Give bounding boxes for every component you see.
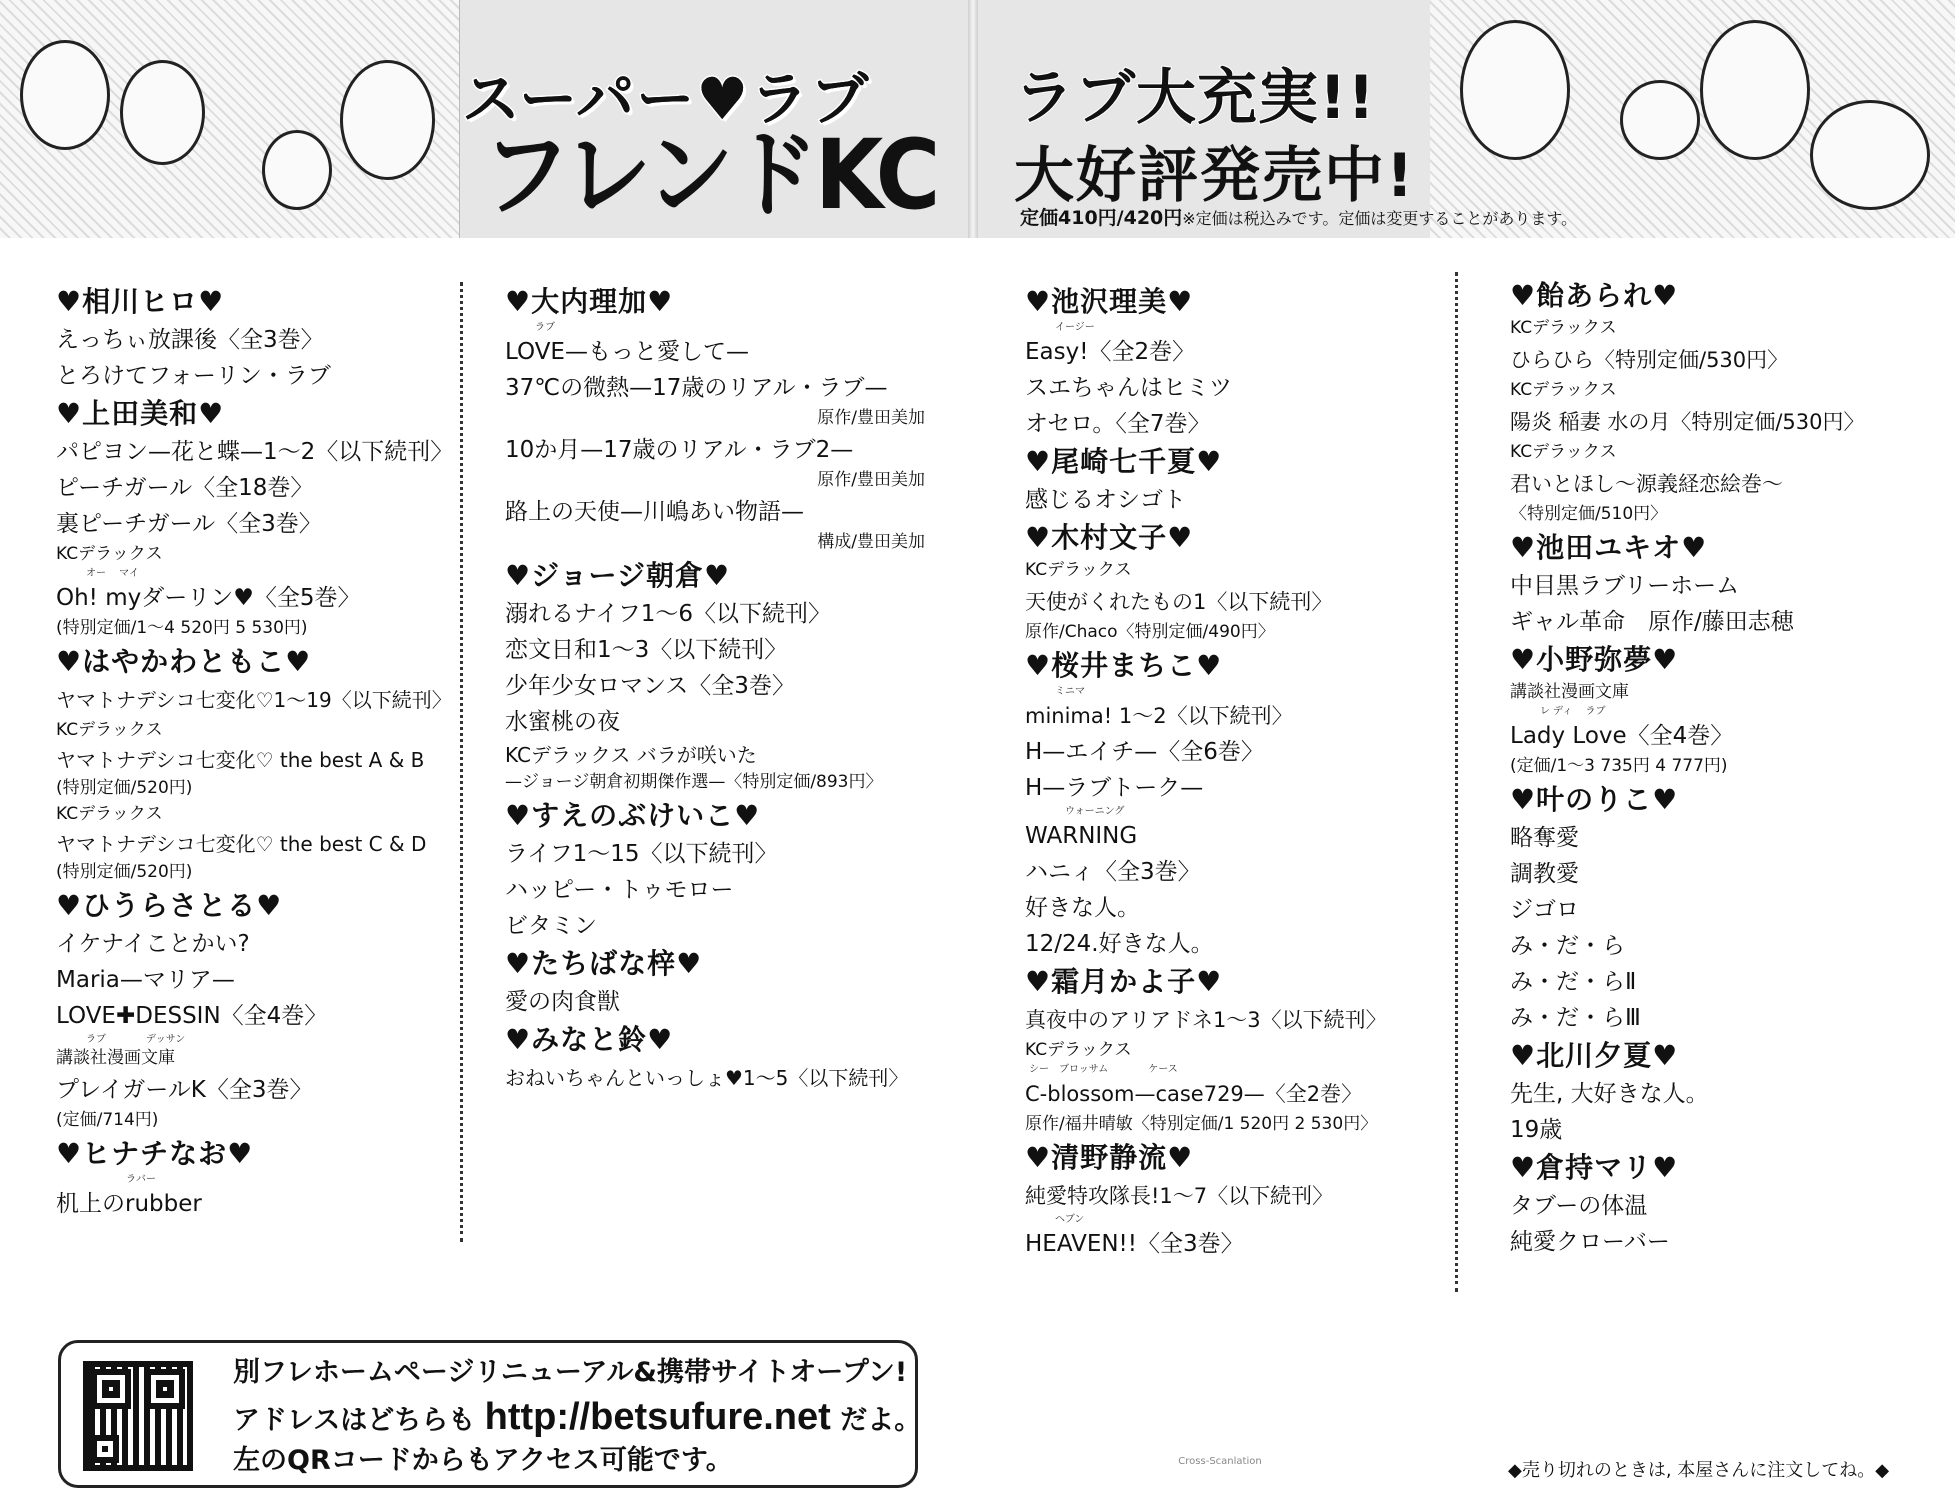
book-title: 天使がくれたもの1〈以下続刊〉 [1025,590,1333,614]
book-title: 水蜜桃の夜 [505,709,620,735]
address-suffix: だよ。 [840,1405,922,1436]
logo-line2: フレンドKC [482,119,937,231]
imprint-label: KCデラックス [1510,318,1617,338]
book-title: C-blossom—case729—〈全2巻〉 [1025,1082,1363,1106]
column-2 [505,282,945,1096]
qr-access-note: 左のQRコードからもアクセス可能です。 [233,1445,733,1476]
book-title: イケナイことかい? [56,931,250,957]
author-heading: ♥ひうらさとる♥ [56,889,283,922]
author-heading: ♥飴あられ♥ [1510,279,1679,312]
author-heading: ♥尾崎七千夏♥ [1025,445,1223,478]
book-title: 真夜中のアリアドネ1〜3〈以下続刊〉 [1025,1008,1387,1032]
credit-line: 原作/豊田美加 [817,408,925,428]
ruby-reading: ミニマ [1055,686,1085,697]
book-title: WARNING [1025,823,1138,849]
author-heading: ♥すえのぶけいこ♥ [505,799,761,832]
book-title: 感じるオシゴト [1025,487,1186,513]
book-title: ハッピー・トゥモロー [505,877,734,903]
cat-illustration [1810,100,1930,210]
book-title: 中目黒ラブリーホーム [1510,573,1740,599]
book-title: 純愛クローバー [1510,1229,1670,1255]
series-logo [462,52,937,232]
author-heading: ♥池田ユキオ♥ [1510,531,1708,564]
character-face [20,40,110,150]
price-info: (定価/714円) [56,1110,159,1130]
author-heading: ♥北川夕夏♥ [1510,1039,1679,1072]
author-heading: ♥池沢理美♥ [1025,285,1194,318]
book-title: 略奪愛 [1510,825,1579,851]
book-title: み・だ・ら [1510,933,1625,959]
website-announcement: 別フレホームページリニューアル&携帯サイトオープン! [233,1357,908,1388]
book-title: 机上のrubber [56,1191,202,1217]
price-info: (特別定価/520円) [56,862,193,882]
book-title: LOVE—もっと愛して— [505,339,749,365]
address-prefix: アドレスはどちらも [233,1405,476,1436]
price-info: (特別定価/1〜4 520円 5 530円) [56,618,308,638]
author-heading: ♥上田美和♥ [56,397,225,430]
column-3 [1025,282,1445,1262]
ruby-reading: ウォーニング [1065,806,1125,817]
author-heading: ♥桜井まちこ♥ [1025,649,1223,682]
character-face [1460,20,1570,160]
book-title: 愛の肉食獣 [505,989,620,1015]
website-url[interactable]: http://betsufure.net [484,1396,831,1438]
author-heading: ♥倉持マリ♥ [1510,1151,1679,1184]
price-info: 〈特別定価/510円〉 [1510,504,1668,524]
book-title: ジゴロ [1510,897,1579,923]
ruby-reading: ラバー [126,1174,156,1185]
price-value: 定価410円/420円 [1020,207,1183,229]
author-heading: ♥みなと鈴♥ [505,1023,674,1056]
book-title: おねいちゃんといっしょ♥1〜5〈以下続刊〉 [505,1066,909,1090]
book-title: タブーの体温 [1510,1193,1648,1219]
author-heading: ♥清野静流♥ [1025,1141,1194,1174]
price-info: —ジョージ朝倉初期傑作選—〈特別定価/893円〉 [505,772,883,792]
header-banner [0,0,1955,238]
price-info: (定価/1〜3 735円 4 777円) [1510,756,1728,776]
price-info: (特別定価/520円) [56,778,193,798]
column-1 [56,282,454,1222]
book-title: ギャル革命 原作/藤田志穂 [1510,609,1794,635]
mascot-illustration [1620,80,1700,160]
order-note: ◆売り切れのときは, 本屋さんに注文してね。◆ [1508,1460,1890,1481]
book-title: H—ラブトーク— [1025,775,1204,801]
book-title: Maria—マリア— [56,967,235,993]
ruby-reading: オー マイ [86,568,139,579]
character-face [340,60,435,180]
author-heading: ♥はやかわともこ♥ [56,645,312,678]
book-title: ピーチガール〈全18巻〉 [56,475,314,501]
imprint-label: KCデラックス [56,720,163,740]
imprint-label: 講談社漫画文庫 [56,1048,175,1068]
qr-finder-pattern [91,1435,119,1463]
author-heading: ♥ヒナチなお♥ [56,1137,254,1170]
book-title: 19歳 [1510,1117,1563,1143]
book-title: 12/24.好きな人。 [1025,931,1214,957]
book-title: とろけてフォーリン・ラブ [56,363,331,389]
ruby-reading: ラブ デッサン [86,1034,186,1045]
illustration-left [0,0,460,238]
book-title: 少年少女ロマンス〈全3巻〉 [505,673,795,699]
character-face [120,60,205,165]
ruby-reading: イージー [1055,322,1095,333]
author-heading: ♥大内理加♥ [505,285,674,318]
imprint-label: KCデラックス [1510,380,1617,400]
book-title: スエちゃんはヒミツ [1025,375,1232,401]
book-title: オセロ。〈全7巻〉 [1025,411,1211,437]
column-4 [1510,276,1930,1260]
book-title: 溺れるナイフ1〜6〈以下続刊〉 [505,601,831,627]
author-heading: ♥小野弥夢♥ [1510,643,1679,676]
book-title: ライフ1〜15〈以下続刊〉 [505,841,778,867]
book-title: Oh! myダーリン♥〈全5巻〉 [56,585,361,611]
column-divider [1455,272,1458,1292]
book-title: ハニィ〈全3巻〉 [1025,859,1201,885]
book-title: 裏ピーチガール〈全3巻〉 [56,511,322,537]
book-title: ビタミン [505,913,597,939]
imprint-label: KCデラックス [1025,560,1132,580]
price-info: 原作/Chaco〈特別定価/490円〉 [1025,622,1275,642]
book-title: 恋文日和1〜3〈以下続刊〉 [505,637,788,663]
ruby-reading: ラブ [535,322,555,333]
headline-2: 大好評発売中! [1014,141,1416,211]
author-heading: ♥木村文子♥ [1025,521,1194,554]
ruby-reading: シー ブロッサム ケース [1029,1064,1178,1075]
book-title: 10か月—17歳のリアル・ラブ2— [505,437,854,463]
imprint-label: KCデラックス [56,804,163,824]
book-title: 君いとほし〜源義経恋絵巻〜 [1510,472,1783,496]
book-title: 調教愛 [1510,861,1579,887]
book-title: KCデラックス バラが咲いた [505,743,757,767]
scanlation-credit: Cross-Scanlation [1178,1456,1262,1467]
ruby-reading: ヘブン [1055,1214,1085,1225]
book-title: 純愛特攻隊長!1〜7〈以下続刊〉 [1025,1184,1334,1208]
author-heading: ♥ジョージ朝倉♥ [505,559,731,592]
book-title: LOVE✚DESSIN〈全4巻〉 [56,1003,328,1029]
imprint-label: 講談社漫画文庫 [1510,682,1629,702]
book-title: HEAVEN!!〈全3巻〉 [1025,1231,1244,1257]
book-title: ヤマトナデシコ七変化♡ the best A & B [56,748,425,772]
price-disclaimer: ※定価は税込みです。定価は変更することがあります。 [1182,209,1578,228]
imprint-label: KCデラックス [1025,1040,1132,1060]
author-heading: ♥霜月かよ子♥ [1025,965,1223,998]
website-address-line [233,1396,922,1438]
book-title: 37℃の微熱—17歳のリアル・ラブ— [505,375,888,401]
book-title: ヤマトナデシコ七変化♡ the best C & D [56,832,427,856]
imprint-label: KCデラックス [56,544,163,564]
page-gutter [968,0,978,238]
book-title: パピヨン—花と蝶—1〜2〈以下続刊〉 [56,439,454,465]
headline-1: ラブ大充実!! [1014,63,1376,133]
author-heading: ♥たちばな梓♥ [505,947,703,980]
website-info-box [58,1340,922,1488]
imprint-label: KCデラックス [1510,442,1617,462]
author-heading: ♥叶のりこ♥ [1510,783,1679,816]
book-title: 好きな人。 [1025,895,1140,921]
book-title: 先生, 大好きな人。 [1510,1081,1709,1107]
book-title: 陽炎 稲妻 水の月〈特別定価/530円〉 [1510,410,1865,434]
book-title: H—エイチ—〈全6巻〉 [1025,739,1264,765]
book-title: プレイガールK〈全3巻〉 [56,1077,313,1103]
book-title: ひらひら〈特別定価/530円〉 [1510,348,1789,372]
credit-line: 原作/豊田美加 [817,470,925,490]
price-note [1020,203,1720,227]
logo-line1: スーパー♥ラブ [462,65,871,133]
book-title: み・だ・らⅡ [1510,969,1637,995]
ruby-reading: レ ディ ラブ [1540,706,1606,717]
book-title: Easy!〈全2巻〉 [1025,339,1196,365]
character-face [1700,20,1810,160]
credit-line: 構成/豊田美加 [817,532,925,552]
qr-code[interactable] [83,1361,193,1471]
book-title: Lady Love〈全4巻〉 [1510,723,1734,749]
author-heading: ♥相川ヒロ♥ [56,285,225,318]
book-title: minima! 1〜2〈以下続刊〉 [1025,704,1293,728]
book-title: えっちぃ放課後〈全3巻〉 [56,327,324,353]
book-title: み・だ・らⅢ [1510,1005,1641,1031]
skull-illustration [262,130,332,210]
price-info: 原作/福井晴敏〈特別定価/1 520円 2 530円〉 [1025,1114,1378,1134]
column-divider [460,282,463,1242]
book-title: ヤマトナデシコ七変化♡1〜19〈以下続刊〉 [56,688,452,712]
book-title: 路上の天使—川嶋あい物語— [505,499,804,525]
